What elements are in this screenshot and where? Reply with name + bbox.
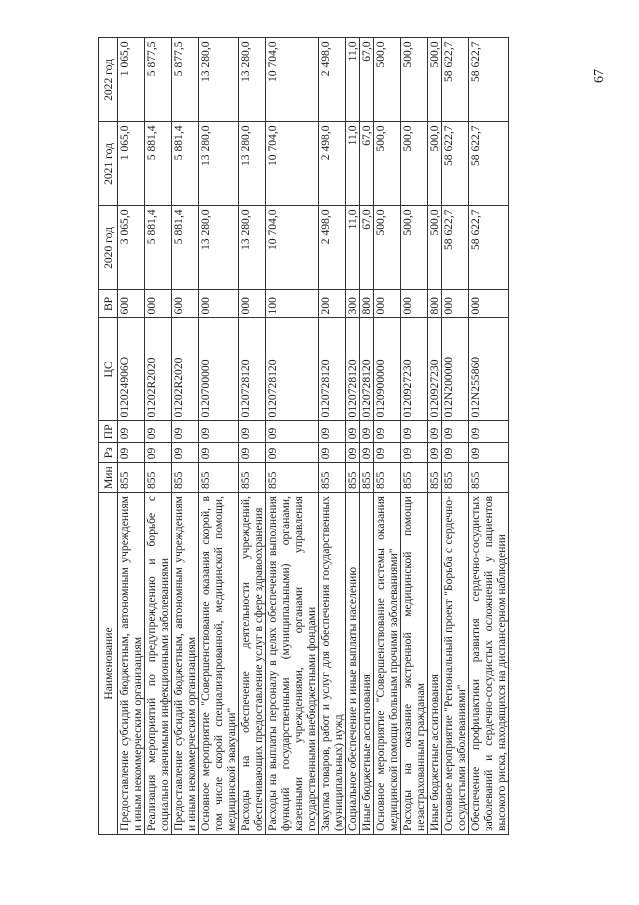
cell-y2020: 500,0 <box>374 206 401 290</box>
cell-vr: 600 <box>118 290 145 318</box>
cell-y2022: 10 704,0 <box>266 38 319 122</box>
table-row <box>145 38 172 835</box>
cell-cs: 012024906О <box>118 318 145 421</box>
cell-y2022: 11,0 <box>346 38 360 122</box>
cell-min: 855 <box>360 463 374 493</box>
table-row <box>360 38 374 835</box>
cell-y2020: 5 881,4 <box>145 206 172 290</box>
cell-min: 855 <box>428 463 442 493</box>
cell-y2021: 2 498,0 <box>319 122 346 206</box>
cell-name: Социальное обеспечение и иные выплаты населению <box>346 493 360 835</box>
header-rz: Рз <box>99 443 118 463</box>
table-row <box>319 38 346 835</box>
cell-y2020: 500,0 <box>401 206 428 290</box>
cell-y2020: 67,0 <box>360 206 374 290</box>
cell-pr: 09 <box>145 421 172 443</box>
cell-y2022: 13 280,0 <box>199 38 239 122</box>
header-2021: 2021 год <box>99 122 118 206</box>
cell-rz: 09 <box>442 443 469 463</box>
cell-y2021: 500,0 <box>428 122 442 206</box>
table-row <box>469 38 509 835</box>
cell-y2022: 58 622,7 <box>442 38 469 122</box>
cell-rz: 09 <box>428 443 442 463</box>
cell-y2022: 5 877,5 <box>145 38 172 122</box>
cell-rz: 09 <box>172 443 199 463</box>
cell-pr: 09 <box>172 421 199 443</box>
table-row <box>401 38 428 835</box>
table-row <box>239 38 266 835</box>
header-2020: 2020 год <box>99 206 118 290</box>
cell-cs: 0120728120 <box>319 318 346 421</box>
cell-name: Основное мероприятие "Региональный проект "Борьба с сердечно-сосудистыми заболеваниями" <box>442 493 469 835</box>
cell-pr: 09 <box>239 421 266 443</box>
cell-y2020: 10 704,0 <box>266 206 319 290</box>
cell-cs: 0120927230 <box>428 318 442 421</box>
cell-y2021: 10 704,0 <box>266 122 319 206</box>
cell-y2022: 500,0 <box>401 38 428 122</box>
cell-min: 855 <box>319 463 346 493</box>
cell-min: 855 <box>145 463 172 493</box>
cell-min: 855 <box>239 463 266 493</box>
cell-vr: 800 <box>428 290 442 318</box>
table-row <box>428 38 442 835</box>
cell-name: Реализация мероприятий по предупреждению и борьбе с социально значимыми инфекционными заболеваниями <box>145 493 172 835</box>
cell-cs: 0120900000 <box>374 318 401 421</box>
cell-y2022: 500,0 <box>374 38 401 122</box>
cell-rz: 09 <box>239 443 266 463</box>
cell-rz: 09 <box>469 443 509 463</box>
cell-vr: 000 <box>374 290 401 318</box>
cell-y2022: 13 280,0 <box>239 38 266 122</box>
cell-rz: 09 <box>319 443 346 463</box>
cell-name: Предоставление субсидий бюджетным, автономным учреждениям и иным некоммерческим организациям <box>172 493 199 835</box>
header-2022: 2022 год <box>99 38 118 122</box>
cell-pr: 09 <box>346 421 360 443</box>
cell-cs: 012N255860 <box>469 318 509 421</box>
cell-y2021: 67,0 <box>360 122 374 206</box>
cell-y2020: 500,0 <box>428 206 442 290</box>
cell-pr: 09 <box>469 421 509 443</box>
cell-y2022: 2 498,0 <box>319 38 346 122</box>
cell-min: 855 <box>199 463 239 493</box>
cell-rz: 09 <box>346 443 360 463</box>
cell-y2022: 5 877,5 <box>172 38 199 122</box>
cell-vr: 000 <box>442 290 469 318</box>
cell-cs: 0120700000 <box>199 318 239 421</box>
cell-name: Иные бюджетные ассигнования <box>428 493 442 835</box>
cell-y2021: 11,0 <box>346 122 360 206</box>
cell-y2020: 13 280,0 <box>199 206 239 290</box>
cell-min: 855 <box>346 463 360 493</box>
header-vr: ВР <box>99 290 118 318</box>
cell-cs: 01202R2020 <box>172 318 199 421</box>
page-number: 67 <box>592 69 607 83</box>
cell-vr: 000 <box>401 290 428 318</box>
table-row <box>346 38 360 835</box>
cell-y2021: 58 622,7 <box>442 122 469 206</box>
table-header-row <box>99 38 118 835</box>
cell-y2020: 11,0 <box>346 206 360 290</box>
cell-y2022: 1 065,0 <box>118 38 145 122</box>
table-row <box>172 38 199 835</box>
cell-y2020: 13 280,0 <box>239 206 266 290</box>
cell-name: Расходы на оказание экстренной медицинской помощи незастрахованным гражданам <box>401 493 428 835</box>
cell-min: 855 <box>442 463 469 493</box>
cell-cs: 01202R2020 <box>145 318 172 421</box>
cell-cs: 0120927230 <box>401 318 428 421</box>
cell-min: 855 <box>172 463 199 493</box>
cell-name: Расходы на выплаты персоналу в целях обеспечения выполнения функций государственными (муниципальными) органами, казенными учреждениями, органами управления государственными внебюджетными фондами <box>266 493 319 835</box>
header-name: Наименование <box>99 493 118 835</box>
cell-y2021: 5 881,4 <box>172 122 199 206</box>
cell-y2020: 58 622,7 <box>442 206 469 290</box>
cell-name: Иные бюджетные ассигнования <box>360 493 374 835</box>
cell-name: Закупка товаров, работ и услуг для обеспечения государственных (муниципальных) нужд <box>319 493 346 835</box>
cell-vr: 000 <box>145 290 172 318</box>
cell-y2021: 5 881,4 <box>145 122 172 206</box>
budget-table <box>98 37 509 835</box>
cell-rz: 09 <box>266 443 319 463</box>
cell-y2020: 2 498,0 <box>319 206 346 290</box>
table-row <box>118 38 145 835</box>
cell-pr: 09 <box>442 421 469 443</box>
cell-cs: 0120728120 <box>266 318 319 421</box>
cell-vr: 100 <box>266 290 319 318</box>
header-pr: ПР <box>99 421 118 443</box>
cell-vr: 600 <box>172 290 199 318</box>
cell-cs: 0120728120 <box>346 318 360 421</box>
cell-y2020: 3 065,0 <box>118 206 145 290</box>
cell-y2022: 67,0 <box>360 38 374 122</box>
cell-vr: 200 <box>319 290 346 318</box>
cell-y2021: 1 065,0 <box>118 122 145 206</box>
table-row <box>442 38 469 835</box>
cell-pr: 09 <box>428 421 442 443</box>
cell-vr: 000 <box>469 290 509 318</box>
cell-cs: 0120728120 <box>360 318 374 421</box>
cell-y2022: 500,0 <box>428 38 442 122</box>
cell-pr: 09 <box>374 421 401 443</box>
cell-name: Основное мероприятие "Совершенствование оказания скорой, в том числе скорой специализированной, медицинской помощи, медицинской эвакуации" <box>199 493 239 835</box>
table-body <box>118 38 509 835</box>
cell-y2021: 13 280,0 <box>199 122 239 206</box>
cell-y2021: 58 622,7 <box>469 122 509 206</box>
cell-min: 855 <box>401 463 428 493</box>
cell-name: Обеспечение профилактики развития сердечно-сосудистых заболеваний и сердечно-сосудистых осложнений у пациентов высокого риска, находящихся на диспансерном наблюдении <box>469 493 509 835</box>
cell-y2021: 13 280,0 <box>239 122 266 206</box>
cell-min: 855 <box>266 463 319 493</box>
header-min: Мин <box>99 463 118 493</box>
cell-y2021: 500,0 <box>401 122 428 206</box>
cell-vr: 800 <box>360 290 374 318</box>
cell-pr: 09 <box>319 421 346 443</box>
cell-rz: 09 <box>360 443 374 463</box>
cell-pr: 09 <box>266 421 319 443</box>
table-row <box>266 38 319 835</box>
cell-cs: 0120728120 <box>239 318 266 421</box>
header-cs: ЦС <box>99 318 118 421</box>
table-row <box>374 38 401 835</box>
cell-rz: 09 <box>145 443 172 463</box>
cell-name: Предоставление субсидий бюджетным, автономным учреждениям и иным некоммерческим организациям <box>118 493 145 835</box>
cell-pr: 09 <box>118 421 145 443</box>
cell-pr: 09 <box>199 421 239 443</box>
cell-y2022: 58 622,7 <box>469 38 509 122</box>
cell-vr: 000 <box>199 290 239 318</box>
cell-rz: 09 <box>118 443 145 463</box>
cell-min: 855 <box>469 463 509 493</box>
cell-vr: 000 <box>239 290 266 318</box>
cell-pr: 09 <box>360 421 374 443</box>
cell-min: 855 <box>118 463 145 493</box>
cell-pr: 09 <box>401 421 428 443</box>
cell-cs: 012N200000 <box>442 318 469 421</box>
cell-rz: 09 <box>401 443 428 463</box>
cell-rz: 09 <box>199 443 239 463</box>
cell-vr: 300 <box>346 290 360 318</box>
table-row <box>199 38 239 835</box>
cell-rz: 09 <box>374 443 401 463</box>
cell-y2020: 5 881,4 <box>172 206 199 290</box>
cell-y2020: 58 622,7 <box>469 206 509 290</box>
cell-y2021: 500,0 <box>374 122 401 206</box>
cell-name: Основное мероприятие "Совершенствование системы оказания медицинской помощи больным прочими заболеваниями" <box>374 493 401 835</box>
cell-min: 855 <box>374 463 401 493</box>
cell-name: Расходы на обеспечение деятельности учреждений, обеспечивающих предоставление услуг в сфере здравоохранения <box>239 493 266 835</box>
